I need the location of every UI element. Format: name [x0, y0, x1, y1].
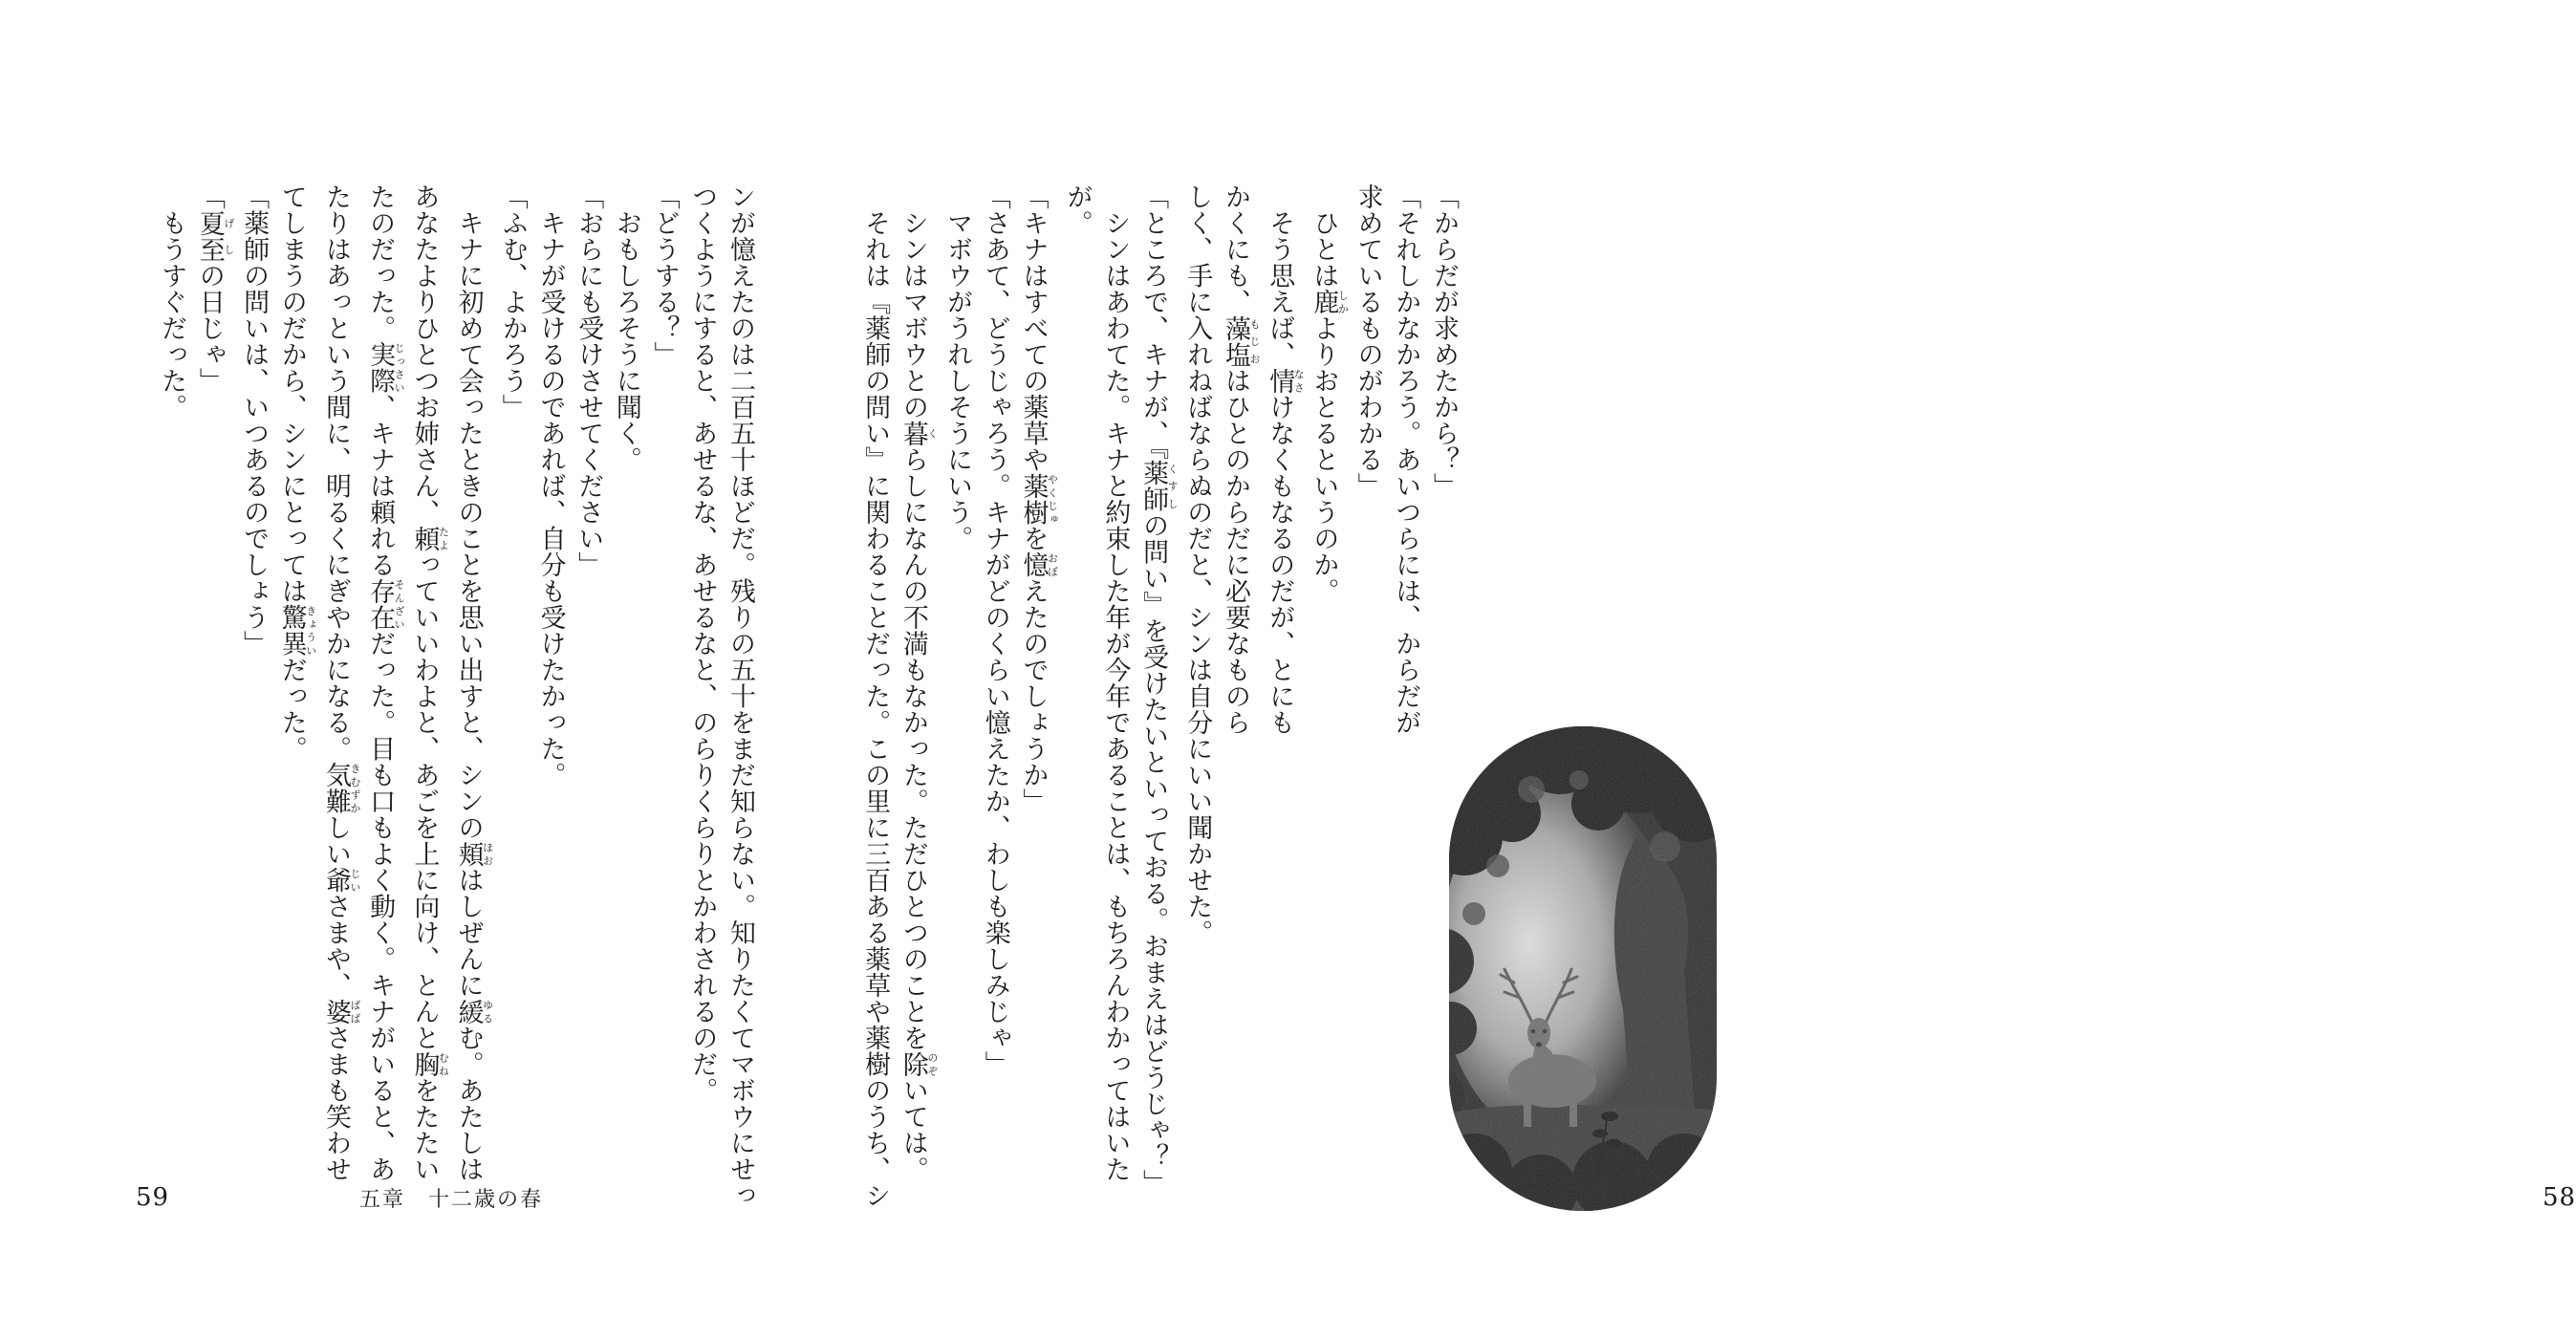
- text-run: が。: [1062, 184, 1093, 236]
- text-line: [1260, 184, 1304, 1149]
- furigana-word: [453, 840, 494, 868]
- ruby-reading: ほお: [481, 840, 494, 867]
- ruby-base: 憶: [1018, 551, 1049, 578]
- ruby-base: 暮: [898, 420, 928, 446]
- text-run: 「からだが求めたから？」: [1429, 184, 1459, 499]
- text-run: をたたい: [409, 1077, 440, 1182]
- left-page: [0, 0, 897, 1317]
- furigana-word: [1018, 551, 1059, 578]
- text-line: [316, 184, 361, 1182]
- text-line: [976, 184, 1014, 1149]
- text-run: シンはあわてた。キナと約束した年が今年であることは、もちろんわかってはいた: [1100, 184, 1131, 1182]
- text-line: [1134, 184, 1180, 1196]
- text-line: [938, 184, 976, 1149]
- text-line: [1014, 184, 1058, 1149]
- ruby-reading: そんざい: [393, 577, 406, 631]
- furigana-word: [409, 525, 450, 552]
- text-line: [531, 184, 570, 1149]
- text-run: そう思えば、: [1265, 184, 1295, 368]
- text-run: しく、手に入れねばならぬのだと、シンは自分にいい聞かせた。: [1182, 184, 1213, 946]
- ruby-reading: く: [925, 420, 939, 446]
- text-run: さまも笑わせ: [320, 1025, 351, 1182]
- text-run: いては。: [898, 1077, 928, 1182]
- text-run: だった。: [276, 657, 307, 762]
- ruby-reading: のぞ: [925, 1050, 939, 1077]
- ruby-base: 薬師: [1138, 460, 1169, 512]
- text-run: 「キナはすべての薬草や: [1018, 184, 1049, 473]
- text-line: [1096, 184, 1135, 1182]
- text-line: [234, 184, 272, 1149]
- ruby-base: 藻塩: [1220, 314, 1250, 368]
- text-run: はひとのからだに必要なものら: [1220, 367, 1250, 736]
- text-run: かくにも、: [1220, 184, 1250, 315]
- ruby-reading: じい: [348, 867, 361, 894]
- furigana-word: [453, 998, 494, 1026]
- right-page-body-text: [860, 184, 1462, 1209]
- furigana-word: [409, 1050, 450, 1078]
- text-line: [1349, 184, 1387, 1149]
- text-run: 「それしかなかろう。あいつらには、からだが: [1391, 184, 1421, 736]
- ruby-base: 情: [1265, 367, 1295, 394]
- text-run: 「どうする？」: [649, 184, 680, 368]
- text-run: おもしろそうに聞く。: [611, 184, 641, 473]
- text-line: [152, 184, 190, 1149]
- text-line: [645, 184, 683, 1149]
- ruby-base: 気難: [320, 762, 351, 814]
- furigana-word: [1138, 460, 1180, 512]
- text-run: の問い』を受けたいといっておる。おまえはどうじゃ？」: [1138, 512, 1169, 1196]
- furigana-word: [1220, 314, 1261, 368]
- text-run: はしぜんに: [453, 867, 484, 999]
- ruby-reading: なさ: [1292, 367, 1306, 394]
- text-line: [1305, 184, 1349, 1149]
- text-run: の日じゃ」: [194, 262, 225, 394]
- text-run: む。あたしは: [453, 1025, 484, 1182]
- text-run: ンが憶えたのは二百五十ほどだ。残りの五十をまだ知らない。知りたくてマボウにせっ: [725, 184, 755, 1209]
- text-run: 「おらにも受けさせてください」: [574, 184, 604, 578]
- text-run: マボウがうれしそうにいう。: [942, 184, 973, 551]
- ruby-reading: きむずか: [348, 762, 361, 814]
- ruby-base: 爺: [320, 867, 351, 894]
- text-run: それは『薬師の問い』に関わることだった。この里に三百ある薬草や薬樹のうち、シ: [860, 184, 891, 1209]
- ruby-base: 驚異: [276, 604, 307, 657]
- ruby-reading: やくじゅ: [1046, 472, 1059, 526]
- ruby-base: 夏至: [194, 209, 225, 263]
- text-line: [1058, 184, 1096, 1149]
- ruby-reading: ゆる: [481, 998, 494, 1025]
- text-line: [1179, 184, 1217, 1149]
- text-line: [855, 184, 894, 1209]
- text-run: しい: [320, 814, 351, 867]
- stag-forest-picture: [1445, 723, 1721, 1215]
- ruby-reading: げし: [222, 209, 235, 263]
- text-run: キナが受けるのであれば、自分も受けたかった。: [535, 184, 566, 788]
- text-run: よりおとるというのか。: [1309, 314, 1339, 604]
- text-run: 「ふむ、よかろう」: [497, 184, 528, 421]
- text-line: [272, 184, 316, 1149]
- text-run: 「薬師の問いは、いつあるのでしょう」: [239, 184, 270, 657]
- ruby-reading: たよ: [437, 525, 450, 551]
- furigana-word: [276, 604, 317, 657]
- furigana-word: [365, 577, 406, 631]
- furigana-word: [1018, 472, 1059, 526]
- text-line: [449, 184, 494, 1182]
- ruby-reading: おぼ: [1046, 551, 1059, 578]
- ruby-reading: きょうい: [304, 604, 317, 657]
- text-line: [683, 184, 722, 1149]
- text-run: らしになんの不満もなかった。ただひとつのことを: [898, 446, 928, 1051]
- furigana-word: [365, 341, 406, 394]
- text-run: 、キナは頼れる: [365, 394, 396, 578]
- text-run: たりはあっという間に、明るくにぎやかになる。: [320, 184, 351, 762]
- text-run: 求めているものがわかる」: [1353, 184, 1383, 499]
- ruby-base: 実際: [365, 341, 396, 394]
- furigana-word: [1309, 289, 1350, 315]
- ruby-reading: ばば: [348, 998, 361, 1025]
- text-run: を: [1018, 525, 1049, 551]
- text-run: つくようにすると、あせるな、あせるなと、のらりくらりとかわされるのだ。: [687, 184, 718, 1104]
- text-line: [360, 184, 406, 1182]
- text-run: だった。目も口もよく動く。キナがいると、あ: [365, 630, 396, 1182]
- furigana-word: [898, 420, 939, 447]
- ruby-reading: しか: [1336, 289, 1350, 315]
- text-run: けなくもなるのだが、とにも: [1265, 394, 1295, 736]
- text-run: キナに初めて会ったときのことを思い出すと、シンの: [453, 184, 484, 841]
- ruby-base: 頼: [409, 525, 440, 551]
- furigana-word: [1265, 367, 1306, 395]
- text-run: っていいわよと、あごを上に向け、とんと: [409, 551, 440, 1051]
- text-line: [569, 184, 607, 1149]
- ruby-base: 薬樹: [1018, 472, 1049, 526]
- text-run: 「さあて、どうじゃろう。キナがどのくらい憶えたか、わしも楽しみじゃ」: [980, 184, 1010, 1077]
- stag-forest-illustration: [1445, 723, 1721, 1215]
- text-line: [405, 184, 450, 1182]
- text-run: あなたよりひとつお姉さん、: [409, 184, 440, 526]
- ruby-base: 鹿: [1309, 289, 1339, 315]
- page-number-left: 59: [136, 1183, 170, 1212]
- text-run: たのだった。: [365, 184, 396, 341]
- ruby-reading: くすし: [1166, 460, 1180, 512]
- page-number-right: 58: [2543, 1183, 2576, 1212]
- text-run: ひとは: [1309, 184, 1339, 289]
- text-run: 「: [194, 184, 225, 210]
- text-run: えたのでしょうか」: [1018, 577, 1049, 814]
- running-head-chapter-title: 五章 十二歳の春: [359, 1188, 544, 1212]
- text-line: [1387, 184, 1425, 1149]
- ruby-base: 頬: [453, 840, 484, 867]
- ruby-base: 存在: [365, 577, 396, 631]
- text-run: もうすぐだった。: [157, 184, 187, 421]
- ruby-base: 婆: [320, 998, 351, 1025]
- text-line: [721, 184, 759, 1209]
- ruby-reading: むね: [437, 1050, 450, 1077]
- text-line: [493, 184, 531, 1149]
- text-run: シンはマボウとの: [898, 184, 928, 421]
- text-run: てしまうのだから、シンにとっては: [276, 184, 307, 604]
- furigana-word: [320, 867, 361, 894]
- ruby-reading: もじお: [1247, 314, 1261, 368]
- text-line: [607, 184, 645, 1149]
- furigana-word: [194, 209, 235, 263]
- ruby-base: 緩: [453, 998, 484, 1025]
- text-line: [894, 184, 939, 1182]
- ruby-base: 胸: [409, 1050, 440, 1077]
- furigana-word: [320, 762, 361, 814]
- text-run: さまや、: [320, 893, 351, 999]
- ruby-base: 除: [898, 1050, 928, 1077]
- text-line: [1216, 184, 1260, 1149]
- furigana-word: [898, 1050, 939, 1078]
- ruby-reading: じっさい: [393, 341, 406, 394]
- text-run: 「ところで、キナが、『: [1138, 184, 1169, 460]
- text-line: [190, 184, 234, 1149]
- furigana-word: [320, 998, 361, 1026]
